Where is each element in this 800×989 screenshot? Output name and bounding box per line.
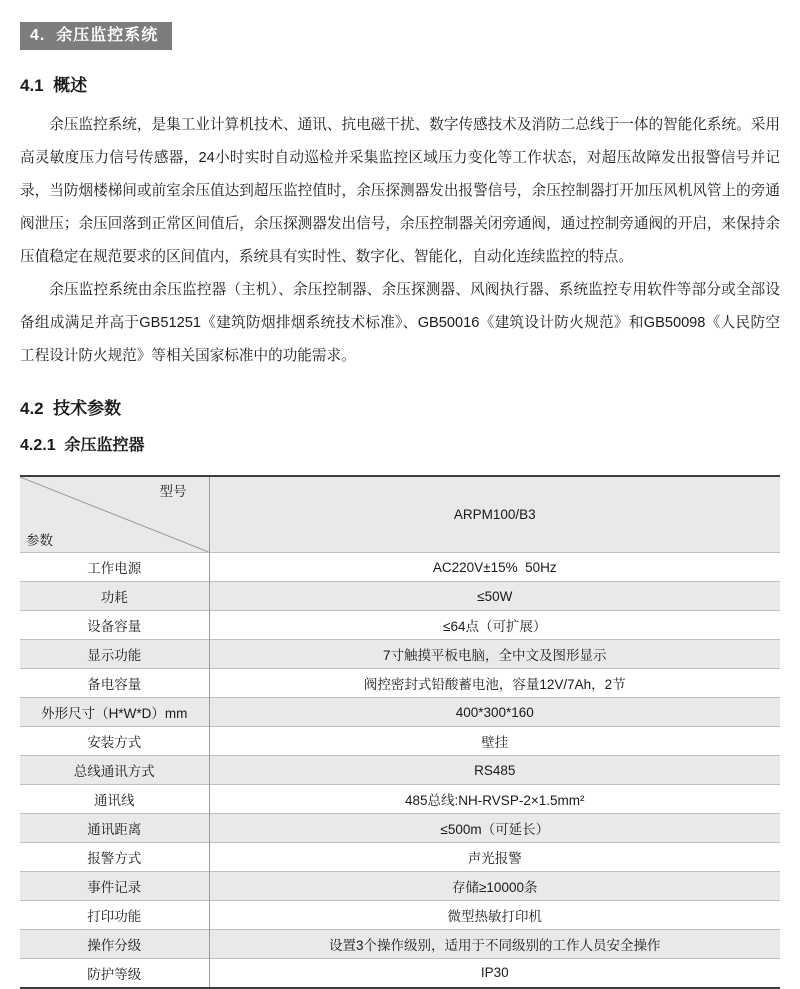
spec-label: 外形尺寸（H*W*D）mm [20,698,209,727]
spec-table [20,475,780,989]
table-row [20,582,780,611]
spec-value: 400*300*160 [209,698,780,727]
spec-label: 安装方式 [20,727,209,756]
spec-value: 声光报警 [209,843,780,872]
table-row [20,611,780,640]
spec-label: 显示功能 [20,640,209,669]
spec-value: IP30 [209,959,780,988]
spec-value: 设置3个操作级别，适用于不同级别的工作人员安全操作 [209,930,780,959]
spec-label: 事件记录 [20,872,209,901]
table-row [20,872,780,901]
spec-label: 工作电源 [20,553,209,582]
table-row [20,553,780,582]
tech-params-heading: 4.2 技术参数 [20,399,122,418]
diagonal-header-cell [20,476,209,553]
monitor-sub-heading: 4.2.1 余压监控器 [20,437,145,454]
spec-label: 功耗 [20,582,209,611]
table-row [20,814,780,843]
table-row [20,843,780,872]
table-row [20,756,780,785]
spec-label: 通讯距离 [20,814,209,843]
spec-value: 阀控密封式铅酸蓄电池，容量12V/7Ah，2节 [209,669,780,698]
header-model-value: ARPM100/B3 [209,476,780,553]
table-row [20,901,780,930]
spec-label: 总线通讯方式 [20,756,209,785]
spec-value: 壁挂 [209,727,780,756]
table-row [20,959,780,988]
spec-label: 防护等级 [20,959,209,988]
spec-value: 微型热敏打印机 [209,901,780,930]
table-row [20,930,780,959]
spec-value: 存储≥10000条 [209,872,780,901]
spec-value: AC220V±15% 50Hz [209,553,780,582]
spec-value: ≤500m（可延长） [209,814,780,843]
spec-label: 报警方式 [20,843,209,872]
header-param-label: 参数 [26,533,53,548]
spec-label: 打印功能 [20,901,209,930]
spec-label: 设备容量 [20,611,209,640]
header-model-label: 型号 [159,484,187,499]
table-row [20,785,780,814]
table-row [20,669,780,698]
spec-value: RS485 [209,756,780,785]
overview-heading: 4.1 概述 [20,76,88,95]
spec-value: 485总线:NH-RVSP-2×1.5mm² [209,785,780,814]
spec-value: 7寸触摸平板电脑，全中文及图形显示 [209,640,780,669]
table-row [20,727,780,756]
spec-label: 备电容量 [20,669,209,698]
table-row [20,640,780,669]
overview-paragraph-1: 余压监控系统，是集工业计算机技术、通讯、抗电磁干扰、数字传感技术及消防二总线于一体的智能化系统。采用高灵敏度压力信号传感器，24小时实时自动巡检并采集监控区域压力变化等工作状态，对超压故障发出报警信号并记录，当防烟楼梯间或前室余压值达到超压监控值时，余压探测器发出报警信号，余压控制器打开加压风机风管上的旁通阀泄压；余压回落到正常区间值后，余压探测器发出信号，余压控制器关闭旁通阀，通过控制旁通阀的开启，来保持余压值稳定在规范要求的区间值内，系统具有实时性、数字化、智能化，自动化连续监控的特点。 [20,117,780,265]
spec-label: 操作分级 [20,930,209,959]
spec-label: 通讯线 [20,785,209,814]
section-banner-title: 4. 余压监控系统 [20,22,172,50]
spec-value: ≤64点（可扩展） [209,611,780,640]
spec-value: ≤50W [209,582,780,611]
overview-paragraph-2: 余压监控系统由余压监控器（主机）、余压控制器、余压探测器、风阀执行器、系统监控专用软件等部分或全部设备组成满足并高于GB51251《建筑防烟排烟系统技术标准》、GB50016《建筑设计防火规范》和GB50098《人民防空工程设计防火规范》等相关国家标准中的功能需求。 [20,282,780,364]
spec-table-header-row [20,476,780,553]
table-row [20,698,780,727]
